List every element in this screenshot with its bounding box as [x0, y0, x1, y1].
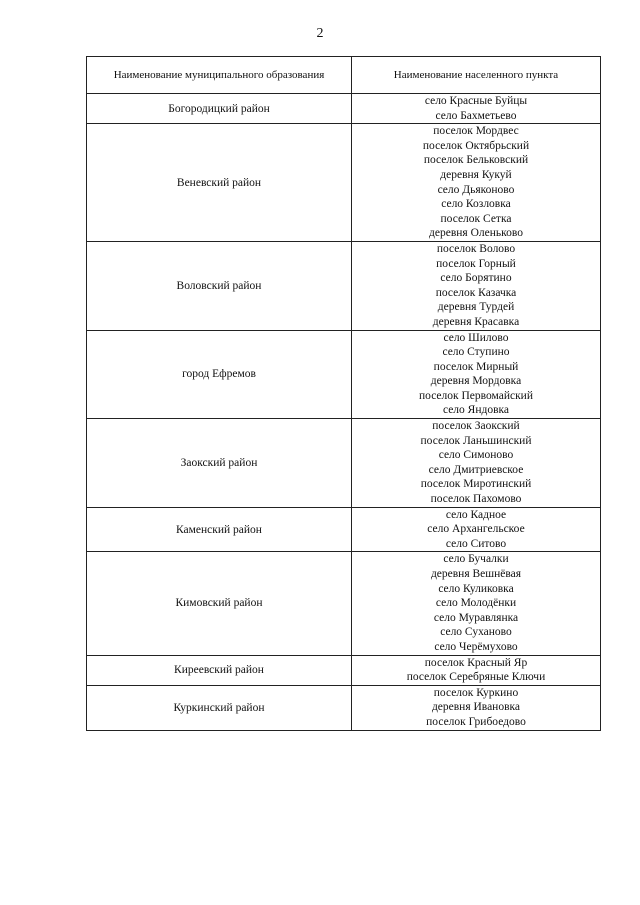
settlements-cell — [352, 330, 601, 419]
settlement-name: поселок Волово — [436, 242, 516, 255]
settlement-name: деревня Красавка — [432, 315, 520, 328]
settlement-name: поселок Горный — [436, 257, 516, 270]
header-municipality: Наименование муниципального образования — [87, 57, 352, 94]
table-row — [87, 507, 601, 552]
settlement-name: поселок Красный Яр — [424, 656, 528, 669]
settlements-cell — [352, 419, 601, 508]
settlement-name: поселок Грибоедово — [426, 715, 526, 728]
settlements-cell — [352, 552, 601, 655]
settlement-name: поселок Мордвес — [433, 125, 519, 138]
settlement-name: село Бучалки — [443, 553, 509, 566]
settlement-name: село Кадное — [445, 508, 507, 521]
settlements-cell — [352, 94, 601, 124]
page-number: 2 — [316, 26, 324, 41]
settlement-name: село Молодёнки — [435, 597, 517, 610]
settlement-name: поселок Первомайский — [419, 389, 533, 402]
municipality-cell: Заокский район — [87, 419, 352, 508]
settlement-name: поселок Казачка — [435, 286, 517, 299]
settlement-name: село Козловка — [441, 198, 511, 211]
table-header-row — [87, 57, 601, 94]
settlement-name: село Ситово — [445, 537, 507, 550]
settlement-name: село Черёмухово — [434, 640, 518, 653]
settlement-name: село Симоново — [438, 449, 514, 462]
table-row — [87, 330, 601, 419]
municipality-cell: Веневский район — [87, 124, 352, 242]
municipality-cell: Воловский район — [87, 241, 352, 330]
settlement-name: поселок Серебряные Ключи — [406, 671, 546, 684]
municipality-cell: город Ефремов — [87, 330, 352, 419]
table-row — [87, 655, 601, 685]
settlement-name: поселок Сетка — [440, 212, 512, 225]
header-settlement: Наименование населенного пункта — [352, 57, 601, 94]
table-row — [87, 552, 601, 655]
settlement-name: деревня Оленьково — [429, 227, 523, 240]
settlement-name: село Суханово — [440, 626, 512, 639]
table-body — [87, 94, 601, 731]
settlements-cell — [352, 685, 601, 730]
settlement-name: поселок Пахомово — [430, 493, 522, 506]
settlement-name: поселок Ланьшинский — [420, 434, 532, 447]
settlement-name: село Архангельское — [427, 523, 525, 536]
settlement-name: поселок Бельковский — [423, 154, 529, 167]
settlements-cell — [352, 655, 601, 685]
settlement-name: село Борятино — [440, 272, 512, 285]
settlements-cell — [352, 507, 601, 552]
settlements-cell — [352, 124, 601, 242]
table-row — [87, 124, 601, 242]
settlement-name: деревня Мордовка — [430, 375, 522, 388]
table-row — [87, 94, 601, 124]
settlement-name: поселок Мирный — [433, 360, 519, 373]
settlement-name: село Муравлянка — [433, 611, 519, 624]
settlement-name: село Куликовка — [438, 582, 514, 595]
settlement-name: село Дмитриевское — [428, 463, 524, 476]
municipality-cell: Киреевский район — [87, 655, 352, 685]
settlement-name: поселок Заокский — [432, 420, 520, 433]
municipality-cell: Каменский район — [87, 507, 352, 552]
settlements-cell — [352, 241, 601, 330]
municipality-cell: Кимовский район — [87, 552, 352, 655]
table-row — [87, 685, 601, 730]
settlements-table — [86, 56, 601, 731]
settlement-name: село Бахметьево — [435, 109, 517, 122]
settlement-name: деревня Ивановка — [431, 701, 521, 714]
settlement-name: поселок Миротинский — [420, 478, 532, 491]
settlement-name: деревня Кукуй — [440, 168, 512, 181]
settlement-name: село Дьяконово — [437, 183, 515, 196]
table-row — [87, 419, 601, 508]
settlement-name: село Шилово — [443, 331, 509, 344]
settlement-name: поселок Октябрьский — [422, 139, 530, 152]
settlement-name: село Яндовка — [442, 404, 510, 417]
settlement-name: село Ступино — [442, 346, 510, 359]
table-row — [87, 241, 601, 330]
settlement-name: село Красные Буйцы — [424, 95, 528, 107]
municipality-cell: Богородицкий район — [87, 94, 352, 124]
settlement-name: поселок Куркино — [433, 686, 519, 699]
settlement-name: деревня Вешнёвая — [430, 568, 522, 580]
municipality-cell: Куркинский район — [87, 685, 352, 730]
settlement-name: деревня Турдей — [437, 301, 515, 314]
